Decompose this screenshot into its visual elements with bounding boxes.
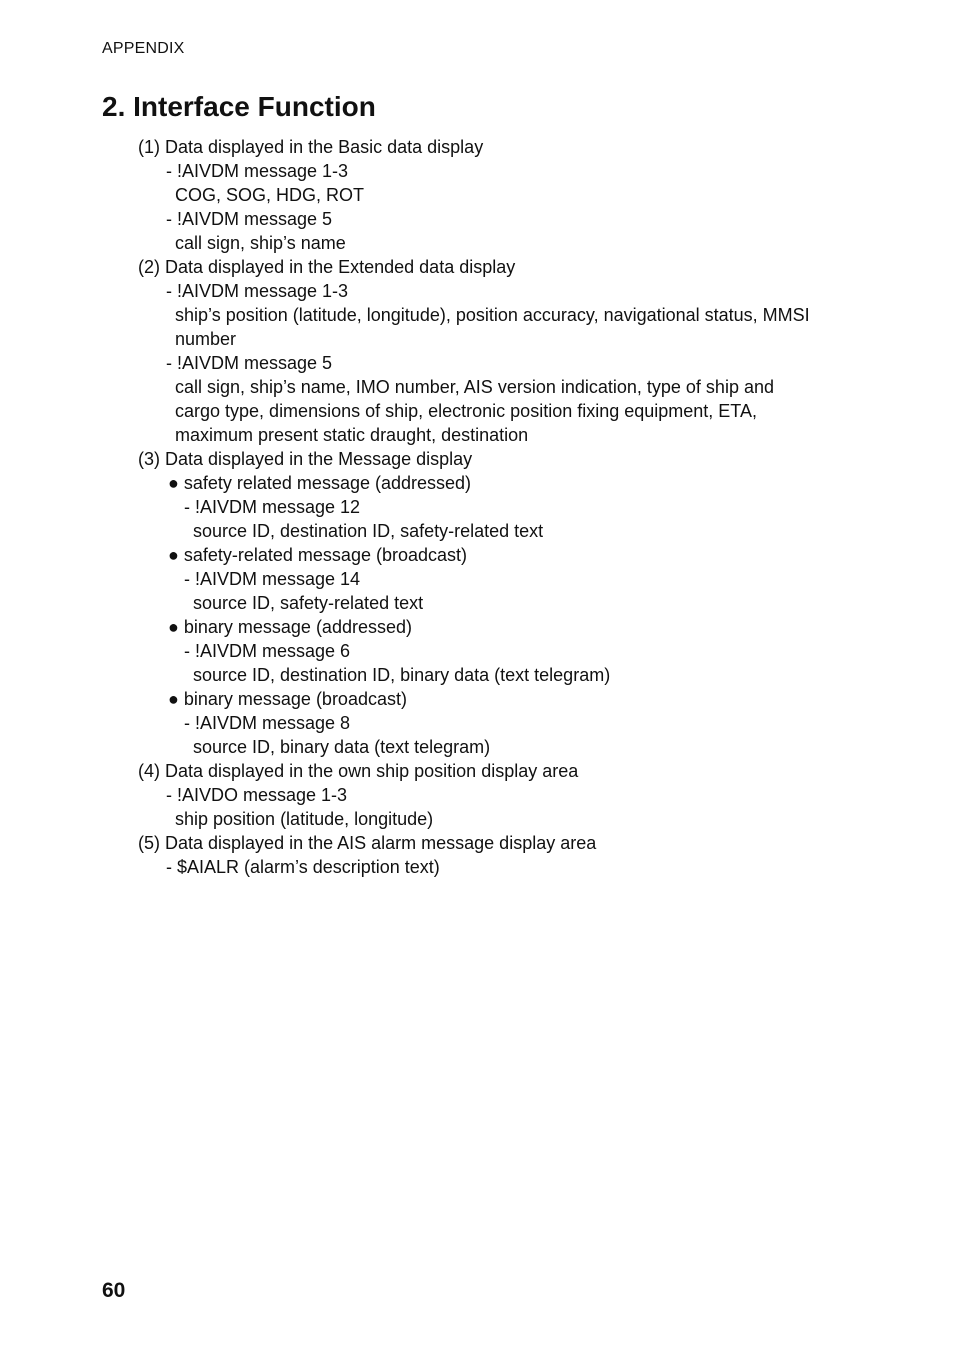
list-item: - !AIVDM message 5: [166, 353, 333, 373]
list-item: number: [175, 329, 237, 349]
list-item: - !AIVDM message 12: [184, 497, 361, 517]
document-body: [138, 135, 858, 879]
list-item: source ID, destination ID, safety-related text: [193, 521, 544, 541]
running-header: APPENDIX: [102, 40, 185, 57]
page-number: 60: [102, 1279, 126, 1302]
list-item: - !AIVDM message 14: [184, 569, 361, 589]
section-heading-1: (1) Data displayed in the Basic data display: [138, 137, 484, 157]
list-item: ship’s position (latitude, longitude), position accuracy, navigational status, MMSI: [175, 305, 810, 325]
bullet-item: ● binary message (addressed): [168, 617, 412, 637]
section-title: 2. Interface Function: [102, 91, 376, 122]
list-item: cargo type, dimensions of ship, electronic position fixing equipment, ETA,: [175, 401, 757, 421]
bullet-item: ● safety related message (addressed): [168, 473, 472, 493]
list-item: - !AIVDM message 5: [166, 209, 333, 229]
list-item: call sign, ship’s name: [175, 233, 346, 253]
list-item: - $AIALR (alarm’s description text): [166, 857, 440, 877]
list-item: - !AIVDM message 6: [184, 641, 351, 661]
list-item: call sign, ship’s name, IMO number, AIS version indication, type of ship and: [175, 377, 774, 397]
list-item: source ID, destination ID, binary data (text telegram): [193, 665, 611, 685]
section-heading-5: (5) Data displayed in the AIS alarm message display area: [138, 833, 597, 853]
bullet-item: ● binary message (broadcast): [168, 689, 407, 709]
list-item: - !AIVDM message 1-3: [166, 161, 349, 181]
list-item: - !AIVDO message 1-3: [166, 785, 348, 805]
section-heading-3: (3) Data displayed in the Message display: [138, 449, 473, 469]
list-item: source ID, binary data (text telegram): [193, 737, 491, 757]
list-item: source ID, safety-related text: [193, 593, 424, 613]
list-item: COG, SOG, HDG, ROT: [175, 185, 365, 205]
list-item: - !AIVDM message 1-3: [166, 281, 349, 301]
list-item: - !AIVDM message 8: [184, 713, 351, 733]
section-heading-4: (4) Data displayed in the own ship position display area: [138, 761, 579, 781]
list-item: ship position (latitude, longitude): [175, 809, 434, 829]
bullet-item: ● safety-related message (broadcast): [168, 545, 468, 565]
list-item: maximum present static draught, destination: [175, 425, 529, 445]
section-heading-2: (2) Data displayed in the Extended data display: [138, 257, 516, 277]
